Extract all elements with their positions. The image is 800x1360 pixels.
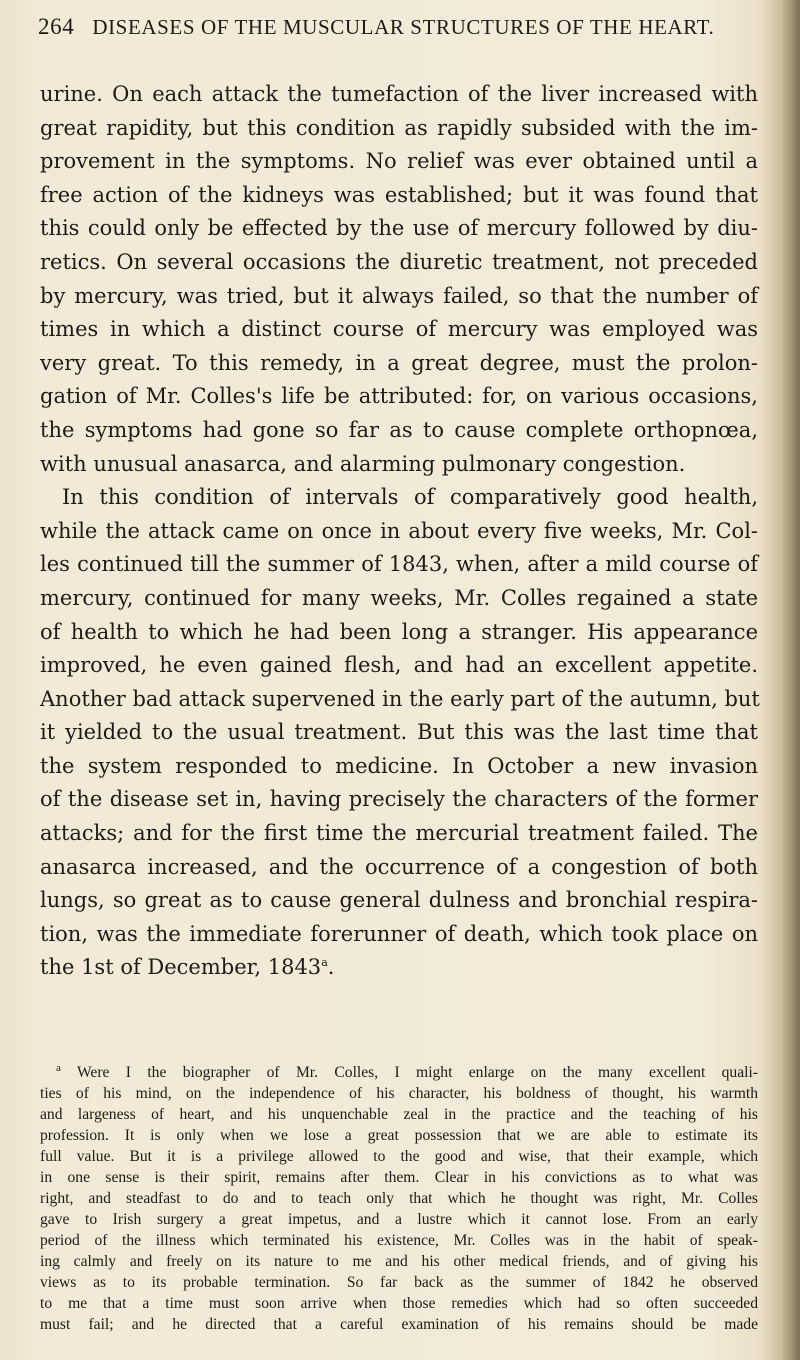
footnote-line: profession. It is only when we lose a great possession that we are able to estimate its <box>40 1127 758 1144</box>
body-line: times in which a distinct course of mercury was employed was <box>40 317 758 342</box>
page-edge-shadow <box>782 0 800 1360</box>
footnote-line: views as to its probable termination. So far back as the summer of 1842 he observed <box>40 1274 758 1291</box>
body-line: by mercury, was tried, but it always failed, so that the number of <box>40 283 758 308</box>
body-line: of the disease set in, having precisely the characters of the former <box>40 787 758 812</box>
body-line: mercury, continued for many weeks, Mr. Colles regained a state <box>40 585 758 610</box>
body-line: attacks; and for the first time the mercurial treatment failed. The <box>40 821 758 846</box>
footnote-reference: a <box>321 956 328 970</box>
footnote-line: in one sense is their spirit, remains after them. Clear in his convictions as to what was <box>40 1169 758 1186</box>
footnote-line: gave to Irish surgery a great impetus, and a lustre which it cannot lose. From an early <box>40 1211 758 1228</box>
body-line: tion, was the immediate forerunner of death, which took place on <box>40 921 758 946</box>
footnote-line <box>40 1062 758 1083</box>
body-line: improved, he even gained flesh, and had an excellent appetite. <box>40 653 758 678</box>
body-line: free action of the kidneys was established; but it was found that <box>40 182 758 207</box>
body-line: provement in the symptoms. No relief was ever obtained until a <box>40 149 758 174</box>
body-line-final <box>40 951 758 985</box>
footnote-line: must fail; and he directed that a careful examination of his remains should be made <box>40 1316 758 1333</box>
running-head <box>38 14 768 52</box>
footnote-line: and largeness of heart, and his unquenchable zeal in the practice and the teaching of his <box>40 1106 758 1123</box>
body-line: gation of Mr. Colles's life be attributed: for, on various occasions, <box>40 384 758 409</box>
body-line: urine. On each attack the tumefaction of the liver increased with <box>40 82 758 106</box>
running-title: DISEASES OF THE MUSCULAR STRUCTURES OF THE HEART. <box>92 15 715 39</box>
body-line: it yielded to the usual treatment. But this was the last time that <box>40 720 758 745</box>
footnote-line-text: Were I the biographer of Mr. Colles, I might enlarge on the many excellent quali- <box>76 1064 758 1081</box>
body-line: the system responded to medicine. In October a new invasion <box>40 753 758 778</box>
footnote-line: ing calmly and freely on its nature to me and his other medical friends, and of giving his <box>40 1253 758 1270</box>
footnote <box>40 1062 758 1335</box>
body-line: Another bad attack supervened in the early part of the autumn, but <box>40 686 760 711</box>
body-line: great rapidity, but this condition as rapidly subsided with the im- <box>40 115 758 140</box>
page-number: 264 <box>38 14 75 39</box>
body-line: les continued till the summer of 1843, when, after a mild course of <box>40 552 758 577</box>
footnote-marker: a <box>56 1061 61 1074</box>
body-line: retics. On several occasions the diuretic treatment, not preceded <box>40 249 758 274</box>
footnote-line: right, and steadfast to do and to teach only that which he thought was right, Mr. Colles <box>40 1190 758 1207</box>
body-line-end: . <box>327 955 335 980</box>
body-text <box>40 78 758 985</box>
body-line: of health to which he had been long a stranger. His appearance <box>40 619 758 644</box>
body-line: anasarca increased, and the occurrence of a congestion of both <box>40 854 758 879</box>
footnote-line: full value. But it is a privilege allowed to the good and wise, that their example, which <box>40 1148 758 1165</box>
body-line: the symptoms had gone so far as to cause complete orthopnœa, <box>40 417 758 442</box>
body-line: while the attack came on once in about every five weeks, Mr. Col- <box>40 518 758 543</box>
body-line: this could only be effected by the use of mercury followed by diu- <box>40 216 758 241</box>
body-line: In this condition of intervals of comparatively good health, <box>62 485 758 510</box>
footnote-line: period of the illness which terminated his existence, Mr. Colles was in the habit of speak- <box>40 1232 758 1249</box>
body-line: lungs, so great as to cause general dulness and bronchial respira- <box>40 888 758 913</box>
footnote-line: to me that a time must soon arrive when those remedies which had so often succeeded <box>40 1295 758 1312</box>
footnote-line: ties of his mind, on the independence of his character, his boldness of thought, his warmth <box>40 1085 758 1102</box>
body-line-text: the 1st of December, 1843 <box>40 955 322 980</box>
body-line: with unusual anasarca, and alarming pulmonary congestion. <box>40 451 686 476</box>
body-line: very great. To this remedy, in a great degree, must the prolon- <box>40 350 758 375</box>
